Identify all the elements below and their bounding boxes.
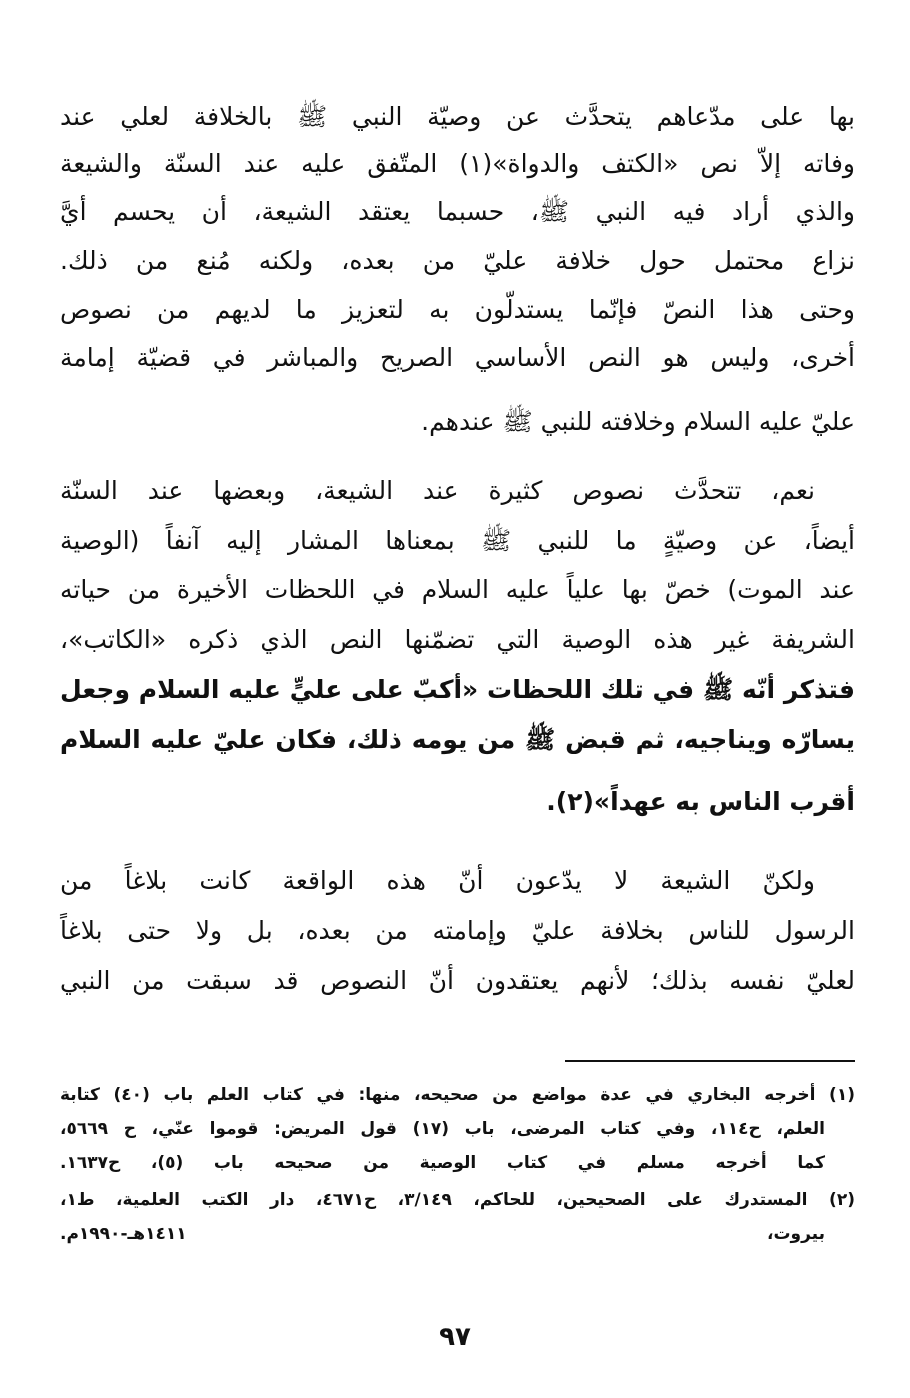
footnote-line: كما أخرجه مسلم في كتاب الوصية من صحيحه باب (٥)، ح١٦٣٧. — [60, 1153, 825, 1173]
text-line: فتذكر أنّه ﷺ في تلك اللحظات «أكبّ على عليٍّ عليه السلام وجعل — [60, 675, 855, 704]
footnote-separator — [565, 1060, 855, 1062]
text-line: أيضاً، عن وصيّةٍ ما للنبي ﷺ بمعناها المشار إليه آنفاً (الوصية — [60, 526, 855, 555]
text-line: لعليّ نفسه بذلك؛ لأنهم يعتقدون أنّ النصوص قد سبقت من النبي — [60, 966, 855, 995]
text-line: يسارّه ويناجيه، ثم قبض ﷺ من يومه ذلك، فكان عليّ عليه السلام — [60, 725, 855, 754]
text-line: أخرى، وليس هو النص الأساسي الصريح والمباشر في قضيّة إمامة — [60, 343, 855, 372]
text-line: وحتى هذا النصّ فإنّما يستدلّون به لتعزيز ما لديهم من نصوص — [60, 295, 855, 324]
text-line: أقرب الناس به عهداً»(٢). — [546, 787, 855, 816]
text-line: نزاع محتمل حول خلافة عليّ من بعده، ولكنه مُنع من ذلك. — [60, 246, 855, 275]
text-line: ولكنّ الشيعة لا يدّعون أنّ هذه الواقعة كانت بلاغاً من — [60, 866, 815, 895]
text-line: نعم، تتحدَّث نصوص كثيرة عند الشيعة، وبعضها عند السنّة — [60, 476, 815, 505]
footnote-line: (١) أخرجه البخاري في عدة مواضع من صحيحه، منها: في كتاب العلم باب (٤٠) كتابة — [60, 1085, 855, 1105]
text-line: بها على مدّعاهم يتحدَّث عن وصيّة النبي ﷺ بالخلافة لعلي عند — [60, 102, 855, 131]
footnote-line: (٢) المستدرك على الصحيحين، للحاكم، ٣/١٤٩، ح٤٦٧١، دار الكتب العلمية، ط١، — [60, 1190, 855, 1210]
footnote-line: بيروت، ١٤١١هـ-١٩٩٠م. — [60, 1224, 825, 1244]
text-line: الشريفة غير هذه الوصية التي تضمّنها النص الذي ذكره «الكاتب»، — [60, 625, 855, 654]
footnote-line: العلم، ح١١٤، وفي كتاب المرضى، باب (١٧) قول المريض: قوموا عنّي، ح ٥٦٦٩، — [60, 1119, 825, 1139]
text-line: عليّ عليه السلام وخلافته للنبي ﷺ عندهم. — [421, 407, 855, 436]
text-line: الرسول للناس بخلافة عليّ وإمامته من بعده، بل ولا حتى بلاغاً — [60, 916, 855, 945]
page-number: ٩٧ — [439, 1322, 471, 1352]
text-line: وفاته إلاّ نص «الكتف والدواة»(١) المتّفق عليه عند السنّة والشيعة — [60, 149, 855, 178]
text-line: والذي أراد فيه النبي ﷺ، حسبما يعتقد الشيعة، أن يحسم أيَّ — [60, 197, 855, 226]
text-line: عند الموت) خصّ بها علياً عليه السلام في اللحظات الأخيرة من حياته — [60, 575, 855, 604]
